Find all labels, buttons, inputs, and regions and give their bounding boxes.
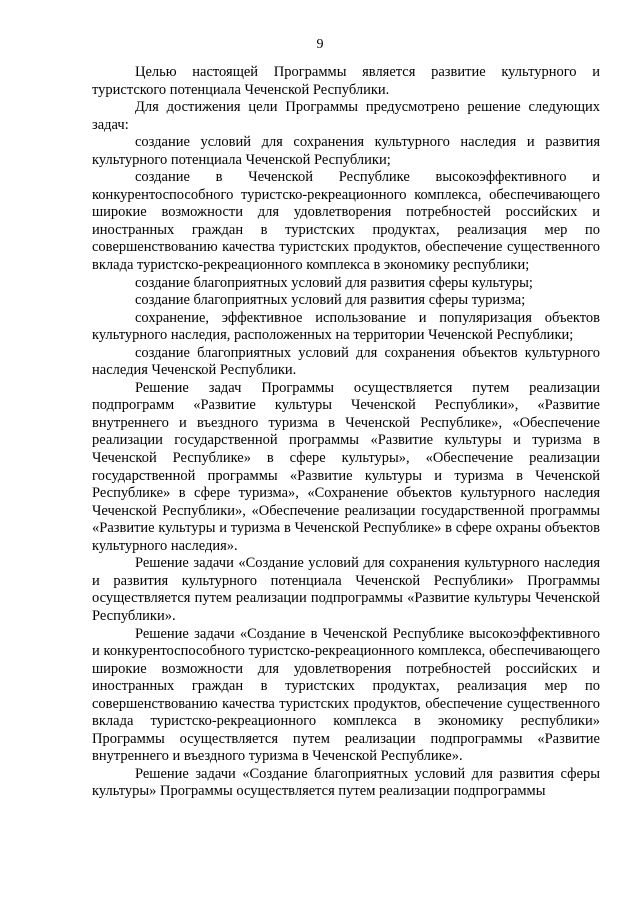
paragraph-program-goal: Целью настоящей Программы является развитие культурного и туристского потенциала Чеченской Республики. — [92, 64, 600, 98]
paragraph-subprograms: Решение задач Программы осуществляется путем реализации подпрограмм «Развитие культуры Чеченской Республики», «Развитие внутреннего и въездного туризма в Чеченской Республике», «Обеспечение реализации государственной программы «Развитие культуры и туризма в Чеченской Республике» в сфере культуры», «Обеспечение реализации государственной программы «Развитие культуры и туризма в Чеченской Республике» в сфере туризма», «Сохранение объектов культурного наследия Чеченской Республики», «Обеспечение реализации государственной программы «Развитие культуры и туризма в Чеченской Республике» в сфере охраны объектов культурного наследия». — [92, 379, 600, 554]
paragraph-tasks-intro: Для достижения цели Программы предусмотрено решение следующих задач: — [92, 99, 600, 133]
task-item-cultural-heritage: создание условий для сохранения культурного наследия и развития культурного потенциала Чеченской Республики; — [92, 134, 600, 168]
paragraph-culture-sphere-task-solution: Решение задачи «Создание благоприятных условий для развития сферы культуры» Программы осуществляется путем реализации подпрограммы — [92, 765, 600, 800]
task-item-heritage-objects: создание благоприятных условий для сохранения объектов культурного наследия Чеченской Республики. — [92, 344, 600, 379]
task-item-culture-conditions: создание благоприятных условий для развития сферы культуры; — [135, 274, 533, 291]
task-item-tourism-conditions: создание благоприятных условий для развития сферы туризма; — [135, 292, 526, 309]
document-body — [92, 64, 600, 801]
task-item-tourism-complex: создание в Чеченской Республике высокоэффективного и конкурентоспособного туристско-рекреационного комплекса, обеспечивающего широкие возможности для удовлетворения потребностей российских и иностранных граждан в туристских продуктах, реализация мер по совершенствованию качества туристских продуктов, обеспечение существенного вклада туристско-рекреационного комплекса в экономику республики; — [92, 169, 600, 274]
task-item-heritage-preservation: сохранение, эффективное использование и популяризация объектов культурного наследия, расположенных на территории Чеченской Республики; — [92, 309, 600, 344]
page-number: 9 — [316, 37, 324, 52]
paragraph-tourism-task-solution: Решение задачи «Создание в Чеченской Республике высокоэффективного и конкурентоспособного туристско-рекреационного комплекса, обеспечивающего широкие возможности для удовлетворения потребностей российских и иностранных граждан в туристских продуктах, реализация мер по совершенствованию качества туристских продуктов, обеспечение существенного вклада туристско-рекреационного комплекса в экономику республики» Программы осуществляется путем реализации подпрограммы «Развитие внутреннего и въездного туризма в Чеченской Республике». — [92, 625, 600, 765]
paragraph-culture-task-solution: Решение задачи «Создание условий для сохранения культурного наследия и развития культурного потенциала Чеченской Республики» Программы осуществляется путем реализации подпрограммы «Развитие культуры Чеченской Республики». — [92, 555, 600, 624]
